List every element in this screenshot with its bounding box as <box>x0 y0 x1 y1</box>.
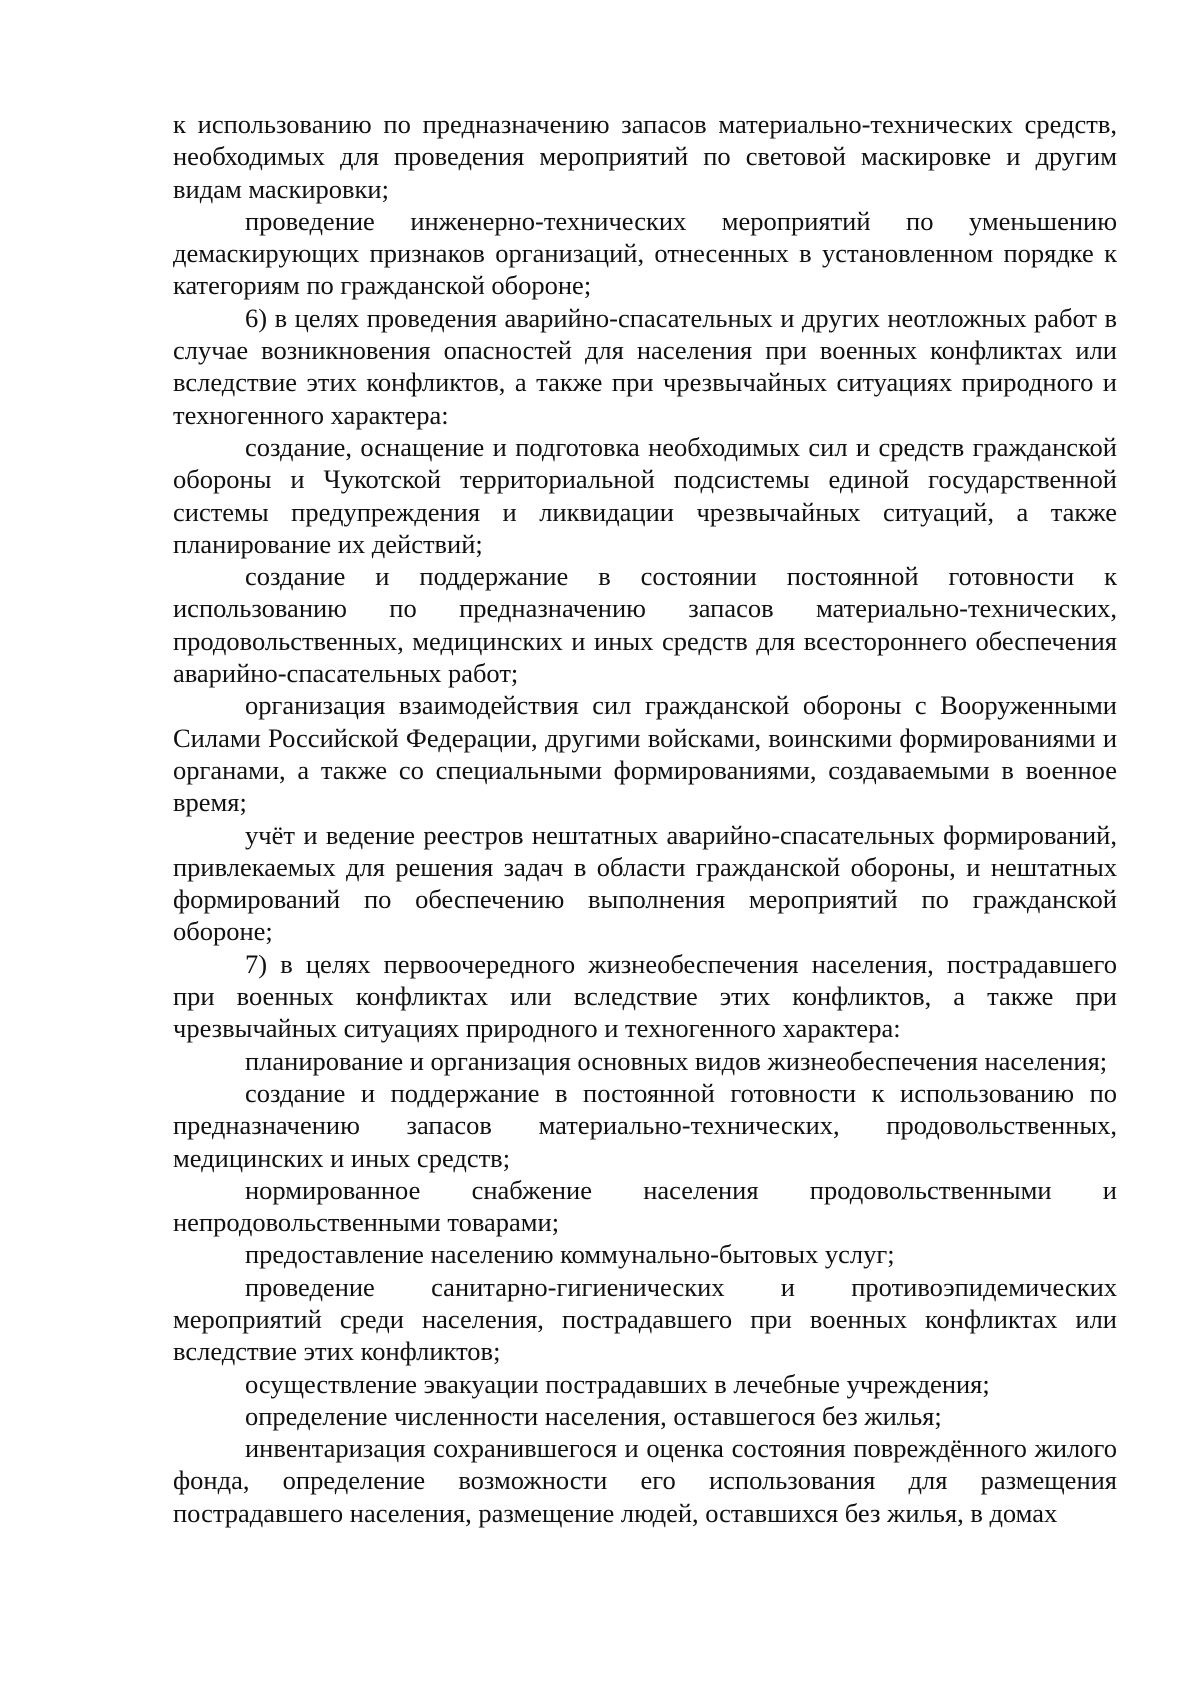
paragraph-sanitary-measures: проведение санитарно-гигиенических и противоэпидемических мероприятий среди населения, пострадавшего при военных конфликтах или вследствие этих конфликтов; <box>173 1271 1117 1367</box>
paragraph-homeless-count: определение численности населения, оставшегося без жилья; <box>245 1400 942 1431</box>
paragraph-interaction: организация взаимодействия сил гражданской обороны с Вооруженными Силами Российской Федерации, другими войсками, воинскими формированиями и органами, а также со специальными формированиями, создаваемыми в военное время; <box>173 690 1117 818</box>
paragraph-reserves-readiness: создание и поддержание в постоянной готовности к использованию по предназначению запасов материально-технических, продовольственных, медицинских и иных средств; <box>173 1077 1117 1173</box>
paragraph-reserves: создание и поддержание в состоянии постоянной готовности к использованию по предназначению запасов материально-технических, продовольственных, медицинских и иных средств для всестороннего обеспечения аварийно-спасательных работ; <box>173 561 1117 689</box>
paragraph-item-7: 7) в целях первоочередного жизнеобеспечения населения, пострадавшего при военных конфликтах или вследствие этих конфликтов, а также при чрезвычайных ситуациях природного и техногенного характера: <box>173 948 1117 1044</box>
paragraph-rationed-supply: нормированное снабжение населения продовольственными и непродовольственными товарами; <box>173 1174 1117 1238</box>
paragraph-engineering-measures: проведение инженерно-технических мероприятий по уменьшению демаскирующих признаков организаций, отнесенных в установленном порядке к категориям по гражданской обороне; <box>173 205 1117 301</box>
paragraph-item-6: 6) в целях проведения аварийно-спасательных и других неотложных работ в случае возникновения опасностей для населения при военных конфликтах или вследствие этих конфликтов, а также при чрезвычайных ситуациях природного и техногенного характера: <box>173 302 1117 430</box>
paragraph-continuation: к использованию по предназначению запасов материально-технических средств, необходимых для проведения мероприятий по световой маскировке и другим видам маскировки; <box>173 109 1117 204</box>
paragraph-utility-services: предоставление населению коммунально-бытовых услуг; <box>245 1239 895 1270</box>
paragraph-registry: учёт и ведение реестров нештатных аварийно-спасательных формирований, привлекаемых для решения задач в области гражданской обороны, и нештатных формирований по обеспечению выполнения мероприятий по гражданской обороне; <box>173 819 1117 947</box>
paragraph-life-support-planning: планирование и организация основных видов жизнеобеспечения населения; <box>245 1045 1108 1076</box>
paragraph-housing-inventory: инвентаризация сохранившегося и оценка состояния повреждённого жилого фонда, определение возможности его использования для размещения пострадавшего населения, размещение людей, оставшихся без жилья, в домах <box>173 1433 1117 1528</box>
paragraph-evacuation: осуществление эвакуации пострадавших в лечебные учреждения; <box>245 1368 990 1399</box>
paragraph-forces-creation: создание, оснащение и подготовка необходимых сил и средств гражданской обороны и Чукотской территориальной подсистемы единой государственной системы предупреждения и ликвидации чрезвычайных ситуаций, а также планирование их действий; <box>173 431 1117 559</box>
